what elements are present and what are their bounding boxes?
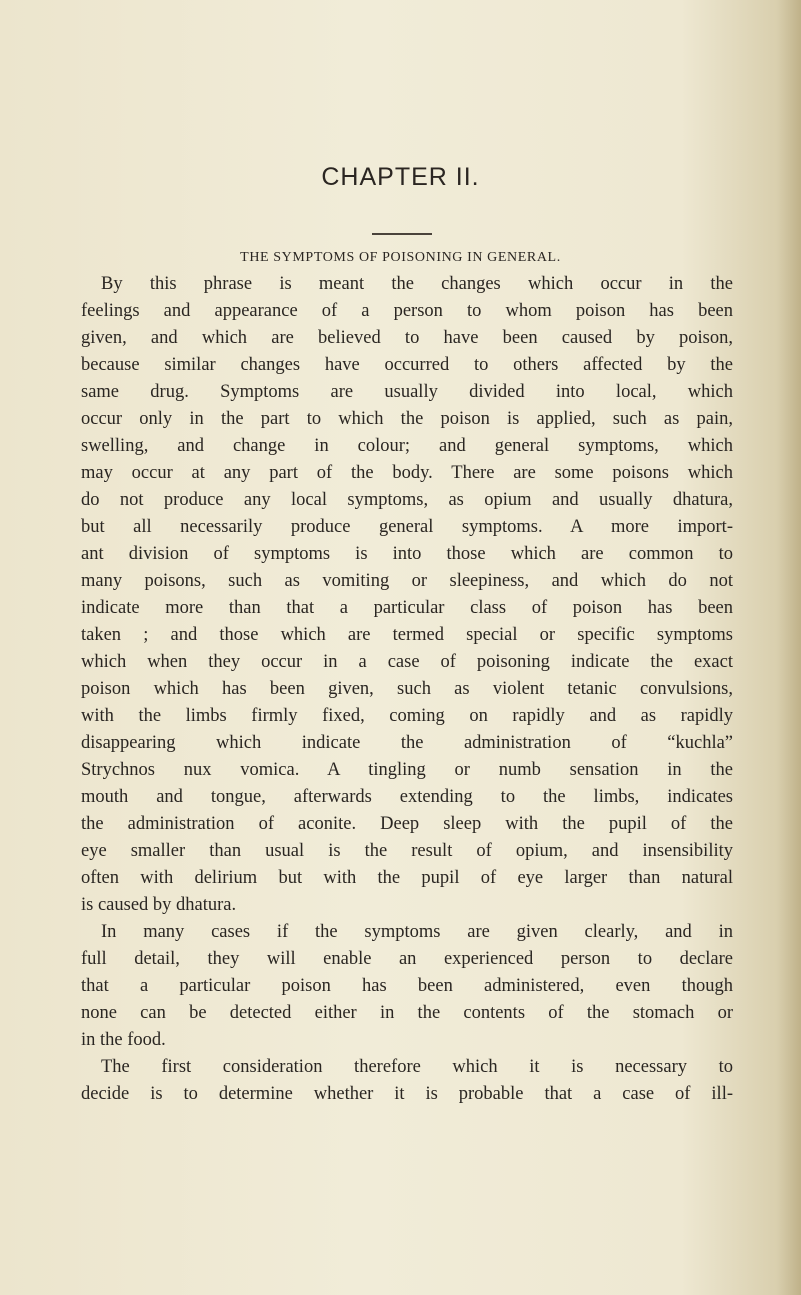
chapter-heading: CHAPTER II. <box>321 163 480 191</box>
text-line: full detail, they will enable an experienced person to declare <box>81 949 733 969</box>
text-line: indicate more than that a particular class of poison has been <box>81 598 733 618</box>
text-line: decide is to determine whether it is probable that a case of ill- <box>81 1084 733 1104</box>
text-line: in the food. <box>81 1030 166 1050</box>
text-line: swelling, and change in colour; and general symptoms, which <box>81 436 733 456</box>
text-line: is caused by dhatura. <box>81 895 237 915</box>
text-line: the administration of aconite. Deep sleep with the pupil of the <box>81 814 733 834</box>
text-line: feelings and appearance of a person to whom poison has been <box>81 301 733 321</box>
body-text <box>81 271 733 1108</box>
text-line: with the limbs firmly fixed, coming on rapidly and as rapidly <box>81 706 733 726</box>
text-line: Strychnos nux vomica. A tingling or numb sensation in the <box>81 760 733 780</box>
section-title: THE SYMPTOMS OF POISONING IN GENERAL. <box>240 250 561 265</box>
text-line: same drug. Symptoms are usually divided into local, which <box>81 382 733 402</box>
text-line: none can be detected either in the contents of the stomach or <box>81 1003 733 1023</box>
text-line: occur only in the part to which the poison is applied, such as pain, <box>81 409 733 429</box>
text-line: taken ; and those which are termed special or specific symptoms <box>81 625 733 645</box>
text-line: given, and which are believed to have been caused by poison, <box>81 328 733 348</box>
text-line: The first consideration therefore which it is necessary to <box>101 1057 733 1077</box>
text-line: many poisons, such as vomiting or sleepiness, and which do not <box>81 571 733 591</box>
text-line: because similar changes have occurred to others affected by the <box>81 355 733 375</box>
text-line: disappearing which indicate the administration of “kuchla” <box>81 733 733 753</box>
text-line: In many cases if the symptoms are given clearly, and in <box>101 922 733 942</box>
text-line: eye smaller than usual is the result of opium, and insensibility <box>81 841 733 861</box>
text-line: poison which has been given, such as violent tetanic convulsions, <box>81 679 733 699</box>
text-line: mouth and tongue, afterwards extending to the limbs, indicates <box>81 787 733 807</box>
text-line: often with delirium but with the pupil of eye larger than natural <box>81 868 733 888</box>
text-line: do not produce any local symptoms, as opium and usually dhatura, <box>81 490 733 510</box>
text-line: ant division of symptoms is into those which are common to <box>81 544 733 564</box>
text-line: but all necessarily produce general symptoms. A more import- <box>81 517 733 537</box>
text-line: that a particular poison has been administered, even though <box>81 976 733 996</box>
text-line: By this phrase is meant the changes which occur in the <box>101 274 733 294</box>
heading-divider <box>372 233 432 235</box>
text-line: which when they occur in a case of poisoning indicate the exact <box>81 652 733 672</box>
text-line: may occur at any part of the body. There are some poisons which <box>81 463 733 483</box>
